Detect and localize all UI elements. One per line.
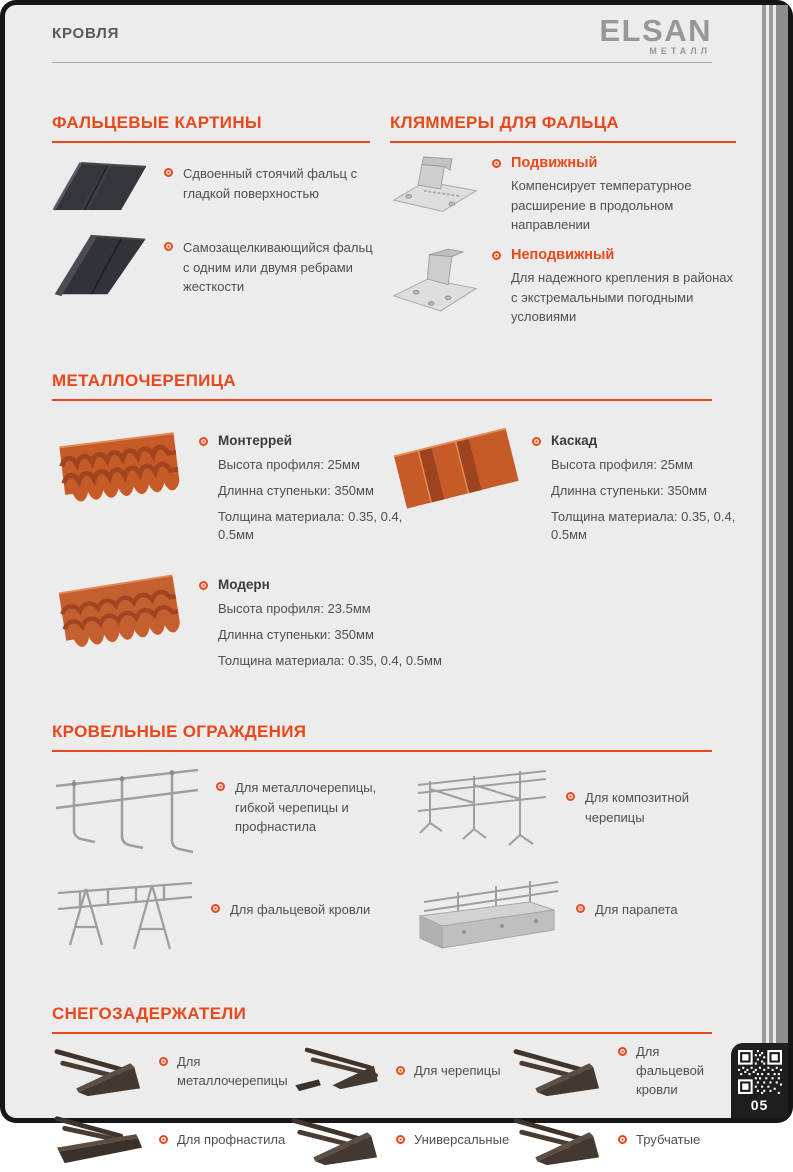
fence-composite-image: [412, 759, 552, 856]
item-text-block: [164, 164, 373, 203]
qr-code: [738, 1050, 782, 1094]
bullet-icon: [532, 437, 541, 446]
fences-row: [52, 863, 712, 956]
item-label: Для фальцевой кровли: [230, 901, 371, 917]
spec-line: Толщина материала: 0.35, 0.4, 0.5мм: [218, 509, 403, 543]
standing-seam-panel-image: [52, 158, 148, 217]
product-text: [532, 419, 766, 545]
qr-code-block: [731, 1043, 788, 1118]
section-falz-clamps: [390, 113, 736, 327]
spec-line: Длинна ступеньки: 350мм: [218, 626, 374, 642]
page-body: [5, 5, 788, 1148]
bullet-icon: [566, 792, 575, 801]
bullet-icon: [159, 1057, 168, 1066]
product-specs: [218, 600, 498, 671]
section-title: КРОВЕЛЬНЫЕ ОГРАЖДЕНИЯ: [52, 722, 307, 742]
item-label: Самозащелкивающийся фальц с одним или двумя ребрами жесткости: [183, 240, 373, 294]
list-item: [289, 1109, 511, 1172]
header-divider: [52, 62, 712, 63]
fences-row: [52, 756, 712, 859]
bullet-icon: [164, 168, 173, 177]
list-item: [412, 756, 712, 859]
item-text-block: [211, 900, 370, 920]
spec-line: Длинна ступеньки: 350мм: [218, 482, 374, 498]
item-name: Подвижный: [511, 155, 598, 171]
item-label: Трубчатые: [636, 1132, 701, 1148]
bullet-icon: [159, 1135, 168, 1144]
logo-wordmark: ELSAN: [599, 13, 712, 48]
bullet-icon: [618, 1047, 627, 1056]
product-name: Модерн: [218, 576, 270, 592]
self-locking-panel-image: [52, 232, 148, 303]
product-card: [52, 419, 403, 545]
section-title: ФАЛЬЦЕВЫЕ КАРТИНЫ: [52, 113, 262, 132]
section-rule: [52, 1032, 712, 1034]
section-metal-tile: [52, 370, 736, 670]
item-label: Сдвоенный стоячий фальц с гладкой поверхностью: [183, 166, 358, 201]
bullet-icon: [396, 1066, 405, 1075]
item-text-block: [159, 1053, 289, 1091]
list-item: [52, 232, 373, 303]
snow-row: [52, 1109, 712, 1172]
list-item: [52, 863, 412, 956]
fixed-clamp-image: [390, 247, 480, 318]
page-content: [5, 5, 788, 1172]
section-rule: [52, 750, 712, 752]
item-text-block: [164, 238, 373, 297]
item-text-block: [159, 1131, 285, 1150]
item-label: Универсальные: [414, 1132, 510, 1148]
product-card: [52, 563, 498, 671]
bullet-icon: [164, 242, 173, 251]
snow-guard-falz-image: [511, 1040, 606, 1103]
product-name: Монтеррей: [218, 432, 293, 448]
kaskad-tile-image: [385, 419, 520, 519]
product-text: [199, 563, 498, 671]
section-snow-guards: [52, 1004, 712, 1172]
section-rule: [390, 141, 736, 143]
company-logo: [599, 15, 712, 56]
section-title: МЕТАЛЛОЧЕРЕПИЦА: [52, 370, 236, 390]
product-card: [385, 419, 766, 545]
bullet-icon: [211, 904, 220, 913]
item-text-block: [492, 155, 736, 235]
spec-line: Толщина материала: 0.35, 0.4, 0.5мм: [218, 652, 442, 668]
bullet-icon: [216, 782, 225, 791]
bullet-icon: [396, 1135, 405, 1144]
list-item: [289, 1040, 511, 1103]
item-name: Неподвижный: [511, 246, 615, 263]
list-item: [511, 1109, 700, 1172]
spec-line: Длинна ступеньки: 350мм: [551, 482, 707, 498]
bullet-icon: [618, 1135, 627, 1144]
item-description: Компенсирует температурное расширение в продольном направлении: [511, 178, 692, 233]
item-label: Для металлочерепицы, гибкой черепицы и профнастила: [235, 780, 377, 835]
page-header: [52, 15, 712, 56]
section-title: СНЕГОЗАДЕРЖАТЕЛИ: [52, 1004, 247, 1024]
bullet-icon: [576, 904, 585, 913]
item-label: Для фальцевой кровли: [636, 1044, 705, 1098]
snow-guard-tile-image: [289, 1042, 384, 1102]
list-item: [52, 1109, 289, 1172]
bullet-icon: [492, 159, 501, 168]
item-text-block: [576, 900, 678, 920]
spec-line: Толщина материала: 0.35, 0.4, 0.5мм: [551, 509, 736, 543]
monterrey-tile-image: [52, 419, 187, 516]
item-text-block: [492, 247, 736, 327]
bullet-icon: [199, 437, 208, 446]
top-sections: [52, 113, 733, 327]
list-item: [52, 756, 412, 859]
product-heading: [532, 433, 766, 448]
section-rule: [52, 399, 712, 401]
logo-subtitle: МЕТАЛЛ: [649, 46, 711, 56]
item-label: Для композитной черепицы: [585, 790, 690, 825]
item-label: Для металлочерепицы: [177, 1053, 288, 1088]
section-title: КЛЯММЕРЫ ДЛЯ ФАЛЬЦА: [390, 113, 619, 132]
list-item: [511, 1040, 712, 1103]
list-item: [52, 1040, 289, 1103]
item-text-block: [396, 1131, 509, 1150]
spec-line: Высота профиля: 25мм: [218, 456, 360, 472]
item-label: Для профнастила: [177, 1132, 286, 1148]
spec-line: Высота профиля: 23.5мм: [218, 600, 371, 616]
fence-metal-tile-image: [52, 756, 202, 859]
snow-guard-tubular-image: [511, 1109, 606, 1172]
products-row: [52, 409, 736, 545]
item-heading: [492, 247, 736, 264]
fence-parapet-image: [412, 866, 562, 953]
item-text-block: [618, 1131, 700, 1150]
item-text-block: [396, 1062, 501, 1081]
spec-line: Высота профиля: 25мм: [551, 456, 693, 472]
item-text-block: [216, 778, 412, 837]
movable-clamp-image: [390, 155, 480, 224]
list-item: [52, 158, 370, 217]
item-heading: [492, 155, 736, 172]
section-roof-fences: [52, 722, 712, 956]
snow-guard-metal-tile-image: [52, 1040, 147, 1103]
product-name: Каскад: [551, 432, 598, 448]
product-specs: [551, 456, 766, 545]
item-text-block: [566, 788, 712, 827]
item-label: Для парапета: [595, 901, 678, 917]
bullet-icon: [199, 581, 208, 590]
item-description: Для надежного крепления в районах с экстремальными погодными условиями: [511, 270, 733, 325]
snow-guard-profnastil-image: [52, 1109, 147, 1172]
item-text-block: [618, 1043, 712, 1100]
product-heading: [199, 577, 498, 592]
section-falz-panels: [52, 113, 390, 327]
section-rule: [52, 141, 370, 143]
fence-falz-image: [52, 863, 197, 956]
page-title: КРОВЛЯ: [52, 25, 120, 42]
item-label: Для черепицы: [414, 1063, 501, 1079]
snow-row: [52, 1040, 712, 1103]
bullet-icon: [492, 251, 501, 260]
list-item: [390, 247, 736, 327]
page-number: 05: [750, 1097, 769, 1113]
modern-tile-image: [52, 563, 187, 660]
list-item: [390, 155, 736, 235]
snow-guard-universal-image: [289, 1109, 384, 1172]
products-row: [52, 553, 712, 671]
list-item: [412, 863, 678, 956]
